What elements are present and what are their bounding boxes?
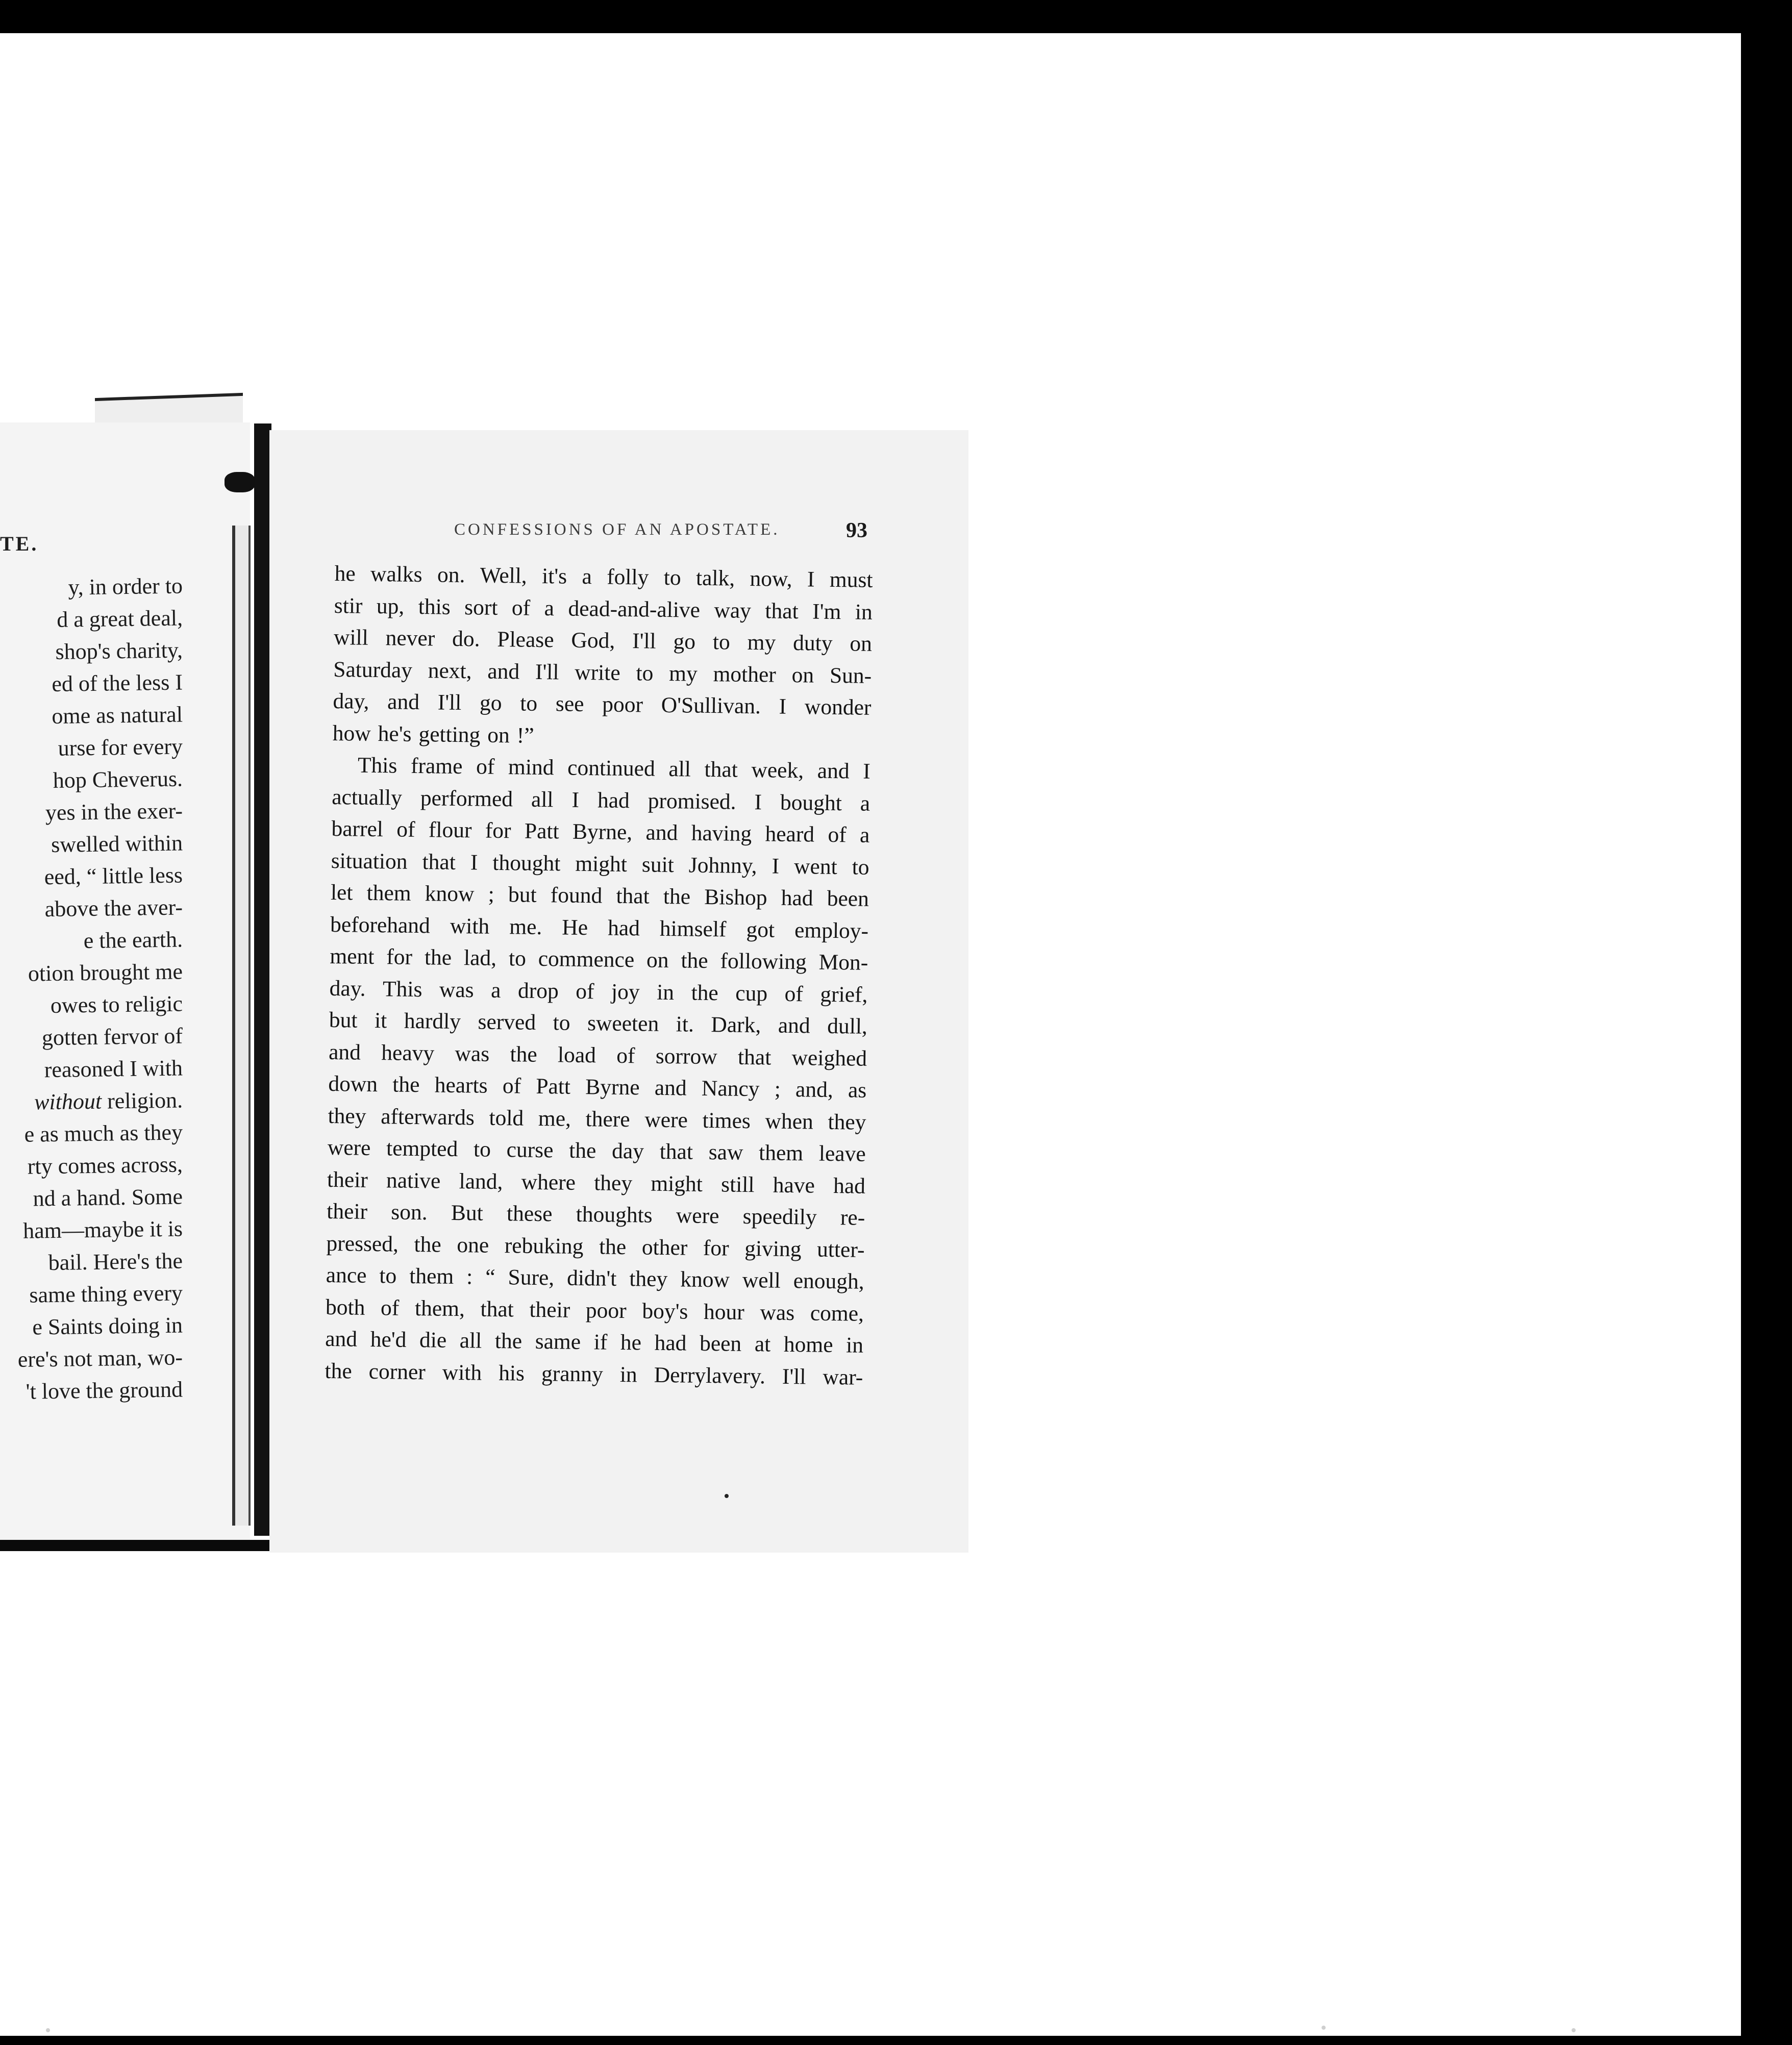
page-number: 93 [846,519,867,542]
left-text-line: e Saints doing in [32,1312,183,1340]
film-dust [1322,2026,1326,2030]
left-text-line: owes to religic [50,991,183,1018]
left-text-line: nd a hand. Some [33,1184,183,1211]
film-dust [1572,2028,1576,2032]
left-text-line: yes in the exer- [45,798,183,826]
left-text-line: without religion. [34,1087,183,1115]
left-text-line: ham—maybe it is [22,1216,183,1243]
left-text-line: same thing every [29,1280,183,1308]
left-text-line: rty comes across, [27,1152,183,1179]
body-text-line: he walks on. Well, it's a folly to talk, now, I must [334,561,873,592]
ink-speck [725,1494,729,1498]
body-text-line: situation that I thought might suit Johnny, I went to [331,848,869,880]
body-text-line: their son. But these thoughts were speedily re- [327,1199,865,1230]
left-text-line: otion brought me [28,959,183,986]
left-text-line: e as much as they [24,1119,183,1147]
left-text-line: gotten fervor of [41,1023,183,1051]
body-text-line: their native land, where they might still have had [327,1167,866,1199]
right-page [269,430,968,1553]
binding-shadow [254,423,271,1536]
left-text-line: reasoned I with [44,1055,183,1083]
body-text-line: how he's getting on !” [332,720,534,748]
body-text-line: the corner with his granny in Derrylavery. I'll war- [325,1358,863,1390]
body-text-line: ance to them : “ Sure, didn't they know well enough, [326,1262,864,1294]
body-text-line: will never do. Please God, I'll go to my duty on [333,625,873,656]
left-text-line: hop Cheverus. [53,766,183,793]
left-page [0,422,250,1550]
left-text-line: d a great deal, [56,605,183,632]
body-text-line: stir up, this sort of a dead-and-alive way that I'm in [334,593,873,625]
body-text-line: ment for the lad, to commence on the following Mon- [330,943,868,975]
left-text-block [0,570,250,1406]
body-text-line: barrel of flour for Patt Byrne, and having heard of a [331,816,870,847]
body-text-line: and heavy was the load of sorrow that weighed [328,1039,867,1071]
body-text-line: let them know ; but found that the Bishop had been [330,880,869,911]
running-head: CONFESSIONS OF AN APOSTATE. [454,520,780,539]
body-text-line: they afterwards told me, there were times when they [328,1103,866,1135]
body-text-line: Saturday next, and I'll write to my mother on Sun- [333,657,872,688]
left-text-line: urse for every [58,734,183,761]
left-text-line: ome as natural [52,702,183,729]
left-text-line: above the aver- [44,894,183,922]
binding-gutter [232,526,251,1526]
left-text-line: ed of the less I [52,669,183,697]
body-text-line: both of them, that their poor boy's hour was come, [325,1294,864,1326]
film-dust [46,2028,50,2032]
left-running-head: TE. [0,532,39,555]
body-text-line: day, and I'll go to see poor O'Sullivan. I wonder [333,688,872,720]
body-text-line: but it hardly served to sweeten it. Dark, and dull, [329,1007,868,1039]
body-text-line: were tempted to curse the day that saw them leave [327,1135,866,1166]
body-text-line: actually performed all I had promised. I bought a [331,784,870,816]
left-text-line: e the earth. [83,927,183,954]
body-text-line: pressed, the one rebuking the other for giving utter- [326,1231,865,1262]
body-text [325,558,873,1393]
left-text-line: bail. Here's the [48,1248,183,1276]
left-text-line: shop's charity, [55,637,183,664]
body-text-line: beforehand with me. He had himself got employ- [330,912,869,943]
body-text-line: down the hearts of Patt Byrne and Nancy ; and, as [328,1071,867,1103]
left-text-line: swelled within [51,830,183,858]
left-text-line: 't love the ground [26,1377,183,1404]
left-text-line: y, in order to [68,573,183,600]
left-text-line: ere's not man, wo- [17,1344,183,1372]
body-text-line: and he'd die all the same if he had been at home in [325,1326,864,1358]
binding-clip [225,472,255,492]
body-text-line: This frame of mind continued all that week, and I [357,753,871,784]
left-text-line: eed, “ little less [44,862,183,890]
body-text-line: day. This was a drop of joy in the cup of grief, [329,976,868,1007]
